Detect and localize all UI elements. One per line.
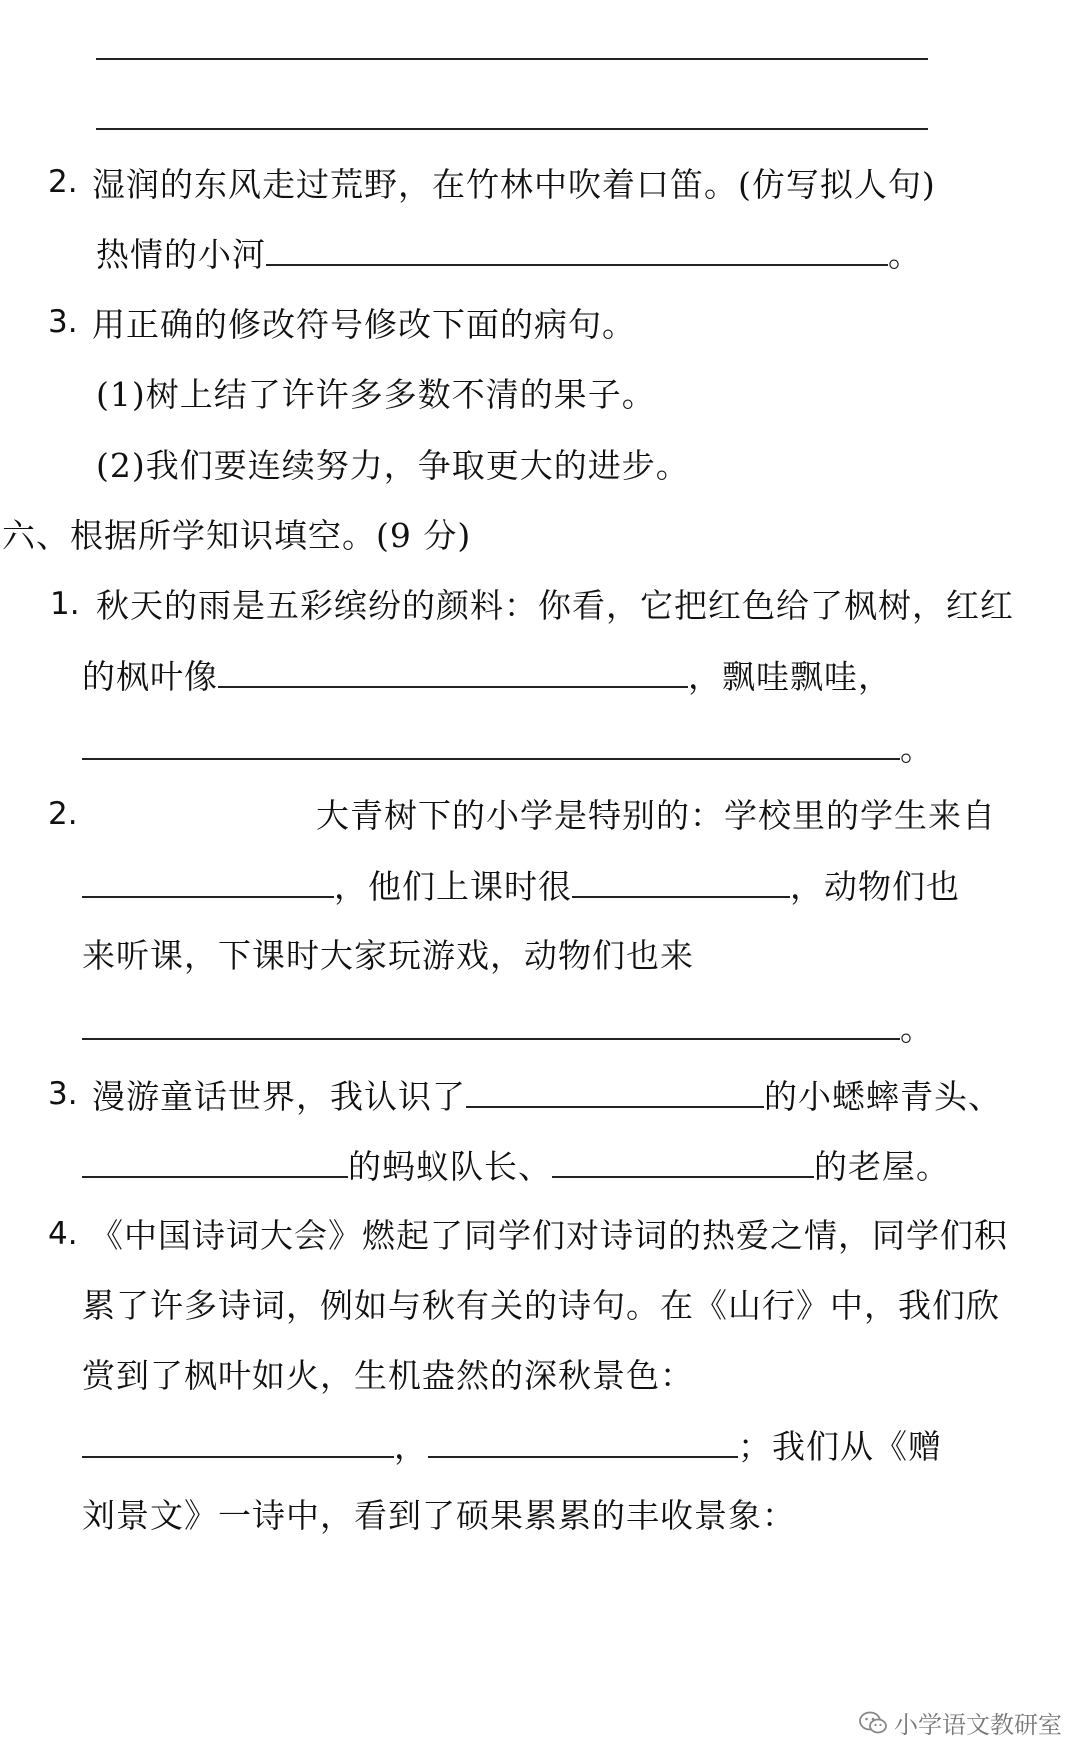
question-text: 累了许多诗词，例如与秋有关的诗句。在《山行》中，我们欣	[82, 1286, 1000, 1325]
question-number: 3.	[48, 304, 78, 340]
answer-blank[interactable]	[466, 1076, 764, 1108]
answer-blank[interactable]	[82, 866, 334, 898]
answer-line[interactable]	[96, 58, 928, 60]
section-title: 六、根据所学知识填空。(9 分)	[2, 516, 472, 555]
prompt-text: 热情的小河	[96, 235, 266, 274]
answer-blank[interactable]	[218, 656, 688, 688]
question-number: 4.	[48, 1216, 78, 1252]
question-text: ，他们上课时很	[334, 867, 572, 906]
sentence-item: (1)树上结了许许多多数不清的果子。	[96, 375, 656, 414]
question-text: 来听课，下课时大家玩游戏，动物们也来	[82, 936, 694, 975]
sentence-end: 。	[900, 1009, 934, 1048]
question-text: ；我们从《赠	[738, 1427, 942, 1466]
sentence-end: 。	[900, 729, 934, 768]
question-line	[82, 1146, 950, 1187]
question-line	[82, 1426, 942, 1467]
question-text: 的枫叶像	[82, 657, 218, 696]
watermark	[858, 1705, 1062, 1740]
question-text: 用正确的修改符号修改下面的病句。	[92, 305, 636, 344]
question-line	[82, 866, 960, 907]
question-text: 漫游童话世界，我认识了	[92, 1077, 466, 1116]
question-text: 的蚂蚁队长、	[348, 1147, 552, 1186]
question-number: 2.	[48, 796, 78, 832]
question-line	[82, 1008, 934, 1049]
question-line	[82, 728, 934, 769]
answer-blank[interactable]	[82, 1146, 348, 1178]
question-number: 3.	[48, 1076, 78, 1112]
question-text: 赏到了枫叶如火，生机盎然的深秋景色：	[82, 1356, 694, 1395]
watermark-text: 小学语文教研室	[894, 1711, 1062, 1739]
answer-blank[interactable]	[428, 1426, 738, 1458]
question-prompt-line	[96, 234, 922, 275]
answer-blank[interactable]	[82, 1008, 900, 1040]
question-text: ，	[394, 1427, 428, 1466]
answer-blank[interactable]	[552, 1146, 814, 1178]
answer-blank[interactable]	[572, 866, 790, 898]
answer-line[interactable]	[96, 128, 928, 130]
question-number: 1.	[50, 586, 80, 622]
question-line	[82, 656, 892, 697]
question-text: 的老屋。	[814, 1147, 950, 1186]
question-line	[92, 1076, 1002, 1117]
question-text: 湿润的东风走过荒野，在竹林中吹着口笛。(仿写拟人句)	[92, 165, 936, 204]
sentence-end: 。	[888, 235, 922, 274]
question-text: 刘景文》一诗中，看到了硕果累累的丰收景象：	[82, 1496, 796, 1535]
answer-blank[interactable]	[266, 234, 888, 266]
question-text: 大青树下的小学是特别的：学校里的学生来自	[316, 796, 996, 835]
question-text: ，动物们也	[790, 867, 960, 906]
wechat-icon	[858, 1710, 888, 1736]
question-text: 的小蟋蟀青头、	[764, 1077, 1002, 1116]
answer-blank[interactable]	[82, 728, 900, 760]
answer-blank[interactable]	[82, 1426, 394, 1458]
question-text: 秋天的雨是五彩缤纷的颜料：你看，它把红色给了枫树，红红	[96, 586, 1014, 625]
question-number: 2.	[48, 164, 78, 200]
question-text: 《中国诗词大会》燃起了同学们对诗词的热爱之情，同学们积	[90, 1216, 1008, 1255]
question-text: ，飘哇飘哇，	[688, 657, 892, 696]
sentence-item: (2)我们要连续努力，争取更大的进步。	[96, 446, 690, 485]
